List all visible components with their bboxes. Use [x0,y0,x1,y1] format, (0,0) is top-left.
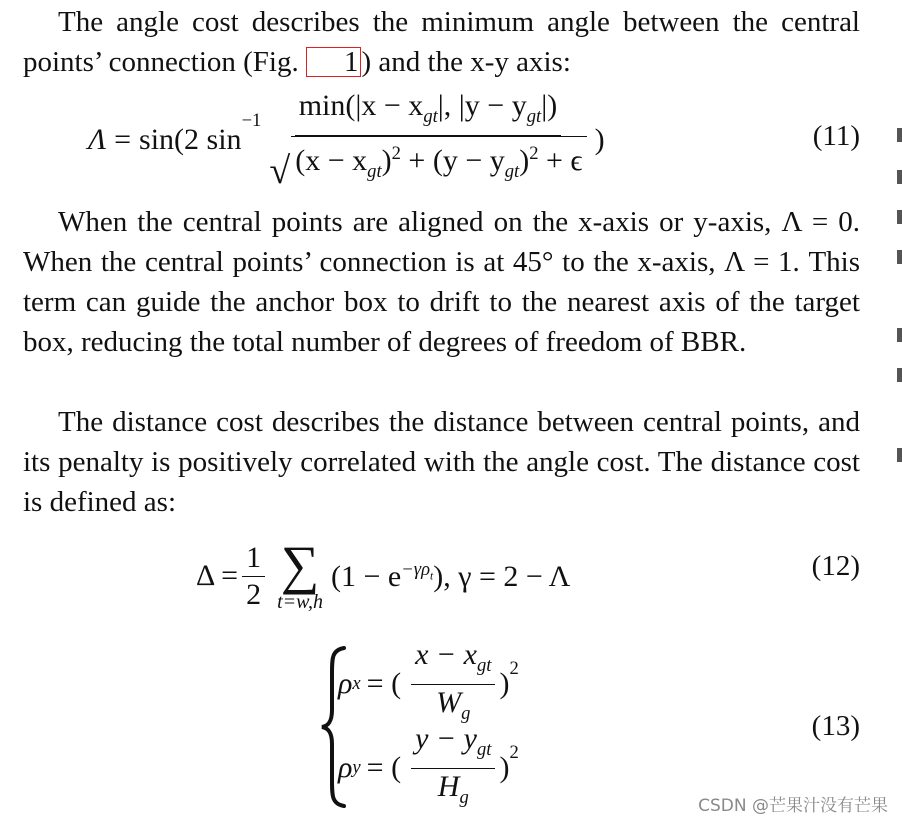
eq12-fraction-half: $\frac{1}{2}$ [242,540,265,613]
eq11-lhs: Λ [88,123,107,156]
equation-12 [0,528,902,628]
eq11-fraction [265,88,590,192]
eq11-func: sin(2 sin [139,123,242,156]
figure-reference-link[interactable]: 1 [306,47,362,77]
eq11-close: ) [594,123,605,156]
eq12-body: $(1 - e^{-\gamma\rho_t})$, γ = 2 − Λ [330,558,571,593]
sum-limits: t=w,h [277,591,323,613]
eq11-equals: = [114,123,132,156]
equation-11 [0,89,902,192]
eq11-inverse: −1 [241,110,262,131]
eq13-row-y: ρ y = ( $\frac{y - y_{gt}}{H_g}$ ) $^2$ [338,721,519,808]
eq11-numerator: $\min(|x - x_{gt}|$, $|y - y_{gt}|$) [295,88,561,136]
eq12-lhs: Δ = [196,559,239,592]
watermark: CSDN @芒果汁没有芒果 [698,796,888,816]
paragraph-text: ) and the x-y axis: [361,46,571,78]
paragraph-distance-cost-intro: The distance cost describes the distance between central points, and its penalty is positively correlated with the angle cost. The distance cost is defined as: [23,406,860,518]
equation-number-12: (12) [811,550,860,582]
sigma-symbol: ∑ [280,535,320,595]
adjacent-column-fragments [897,118,902,498]
paragraph-angle-cost-intro [23,2,860,82]
equation-number-13: (13) [811,710,860,742]
paragraph-text: The angle cost describes the minimum angle between the central points’ connection (Fig. [23,6,860,78]
sqrt-symbol: √ $(x - x_{gt})^2 + (y - y_{gt})^2 + \epsilon$ [269,136,586,189]
paragraph-angle-cost-explanation: When the central points are aligned on the x-axis or y-axis, Λ = 0. When the central points’ connection is at 45° to the x-axis, Λ = 1. This term can guide the anchor box to drift to the nearest axis of the target box, reducing the total number of degrees of freedom of BBR. [23,206,860,358]
eq11-denominator [265,136,590,192]
equation-number-11: (11) [812,120,860,152]
eq12-summation [277,535,323,613]
eq13-row-x: ρ x = ( $\frac{x - x_{gt}}{W_g}$ ) $^2$ [338,637,519,724]
